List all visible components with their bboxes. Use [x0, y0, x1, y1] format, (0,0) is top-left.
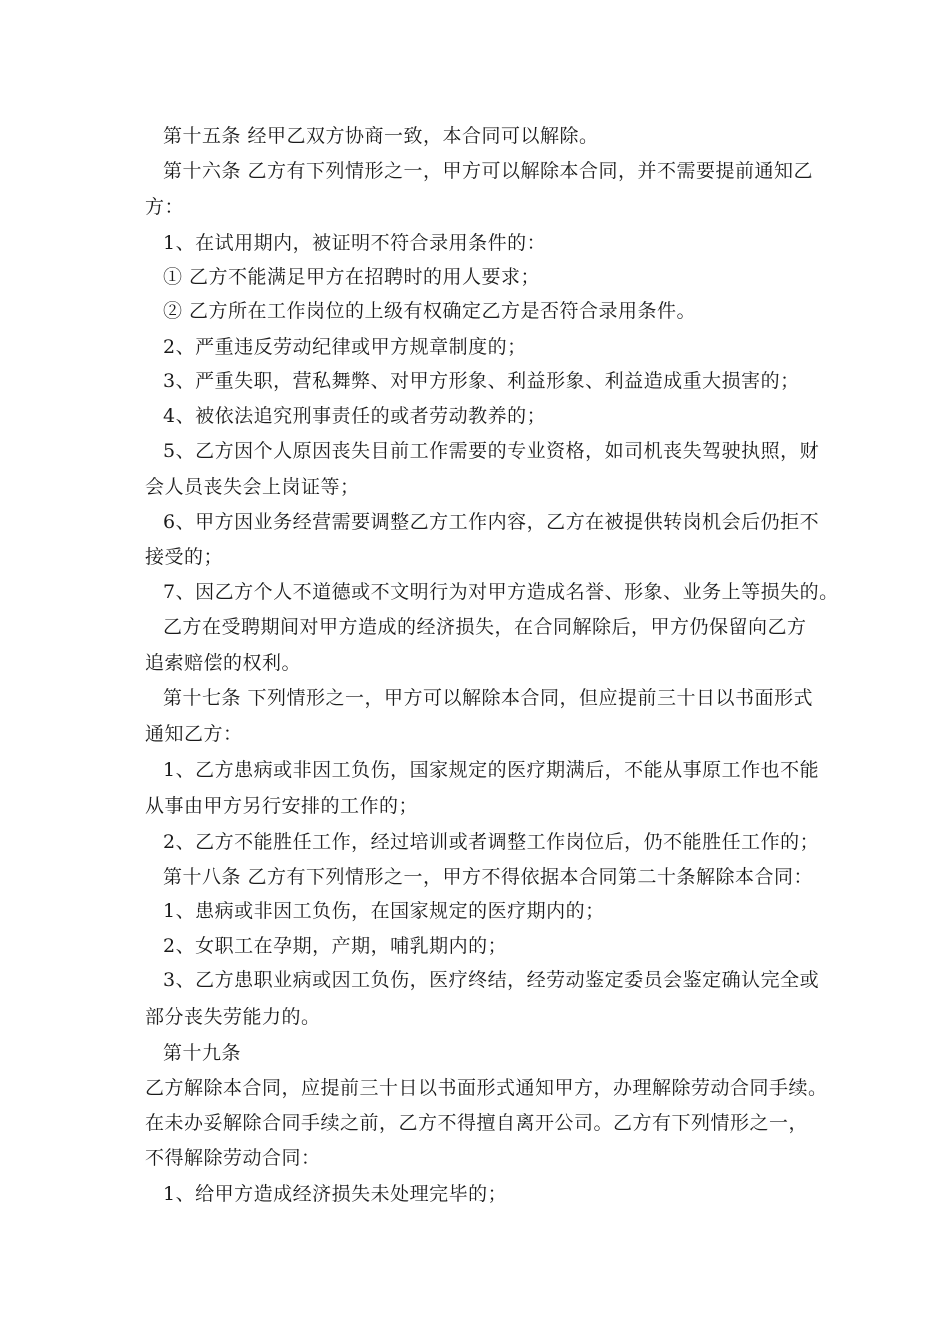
text-line-12: 6、甲方因业务经营需要调整乙方工作内容，乙方在被提供转岗机会后仍拒不	[163, 511, 820, 533]
text-line-05: ① 乙方不能满足甲方在招聘时的用人要求；	[163, 266, 541, 288]
text-line-28: 乙方解除本合同，应提前三十日以书面形式通知甲方，办理解除劳动合同手续。	[145, 1077, 828, 1099]
text-line-06: ② 乙方所在工作岗位的上级有权确定乙方是否符合录用条件。	[163, 300, 697, 322]
text-line-20: 从事由甲方另行安排的工作的；	[145, 795, 419, 817]
text-line-19: 1、乙方患病或非因工负伤，国家规定的医疗期满后，不能从事原工作也不能	[163, 759, 820, 781]
text-line-13: 接受的；	[145, 546, 224, 568]
text-line-22: 第十八条 乙方有下列情形之一，甲方不得依据本合同第二十条解除本合同：	[163, 866, 814, 888]
text-line-29: 在未办妥解除合同手续之前，乙方不得擅自离开公司。乙方有下列情形之一，	[145, 1112, 809, 1134]
text-line-02: 第十六条 乙方有下列情形之一，甲方可以解除本合同，并不需要提前通知乙	[163, 160, 814, 182]
text-line-11: 会人员丧失会上岗证等；	[145, 476, 360, 498]
text-line-24: 2、女职工在孕期，产期，哺乳期内的；	[163, 935, 508, 957]
text-line-18: 通知乙方：	[145, 723, 243, 745]
text-line-07: 2、严重违反劳动纪律或甲方规章制度的；	[163, 336, 527, 358]
text-line-09: 4、被依法追究刑事责任的或者劳动教养的；	[163, 405, 547, 427]
text-line-04: 1、在试用期内，被证明不符合录用条件的：	[163, 232, 547, 254]
text-line-30: 不得解除劳动合同：	[145, 1147, 321, 1169]
text-line-17: 第十七条 下列情形之一，甲方可以解除本合同，但应提前三十日以书面形式	[163, 687, 814, 709]
text-line-08: 3、严重失职，营私舞弊、对甲方形象、利益形象、利益造成重大损害的；	[163, 370, 800, 392]
text-line-01: 第十五条 经甲乙双方协商一致，本合同可以解除。	[163, 125, 599, 147]
text-line-25: 3、乙方患职业病或因工负伤，医疗终结，经劳动鉴定委员会鉴定确认完全或	[163, 969, 820, 991]
text-line-21: 2、乙方不能胜任工作，经过培训或者调整工作岗位后，仍不能胜任工作的；	[163, 831, 820, 853]
text-line-31: 1、给甲方造成经济损失未处理完毕的；	[163, 1183, 508, 1205]
text-line-10: 5、乙方因个人原因丧失目前工作需要的专业资格，如司机丧失驾驶执照，财	[163, 440, 820, 462]
text-line-15: 乙方在受聘期间对甲方造成的经济损失，在合同解除后，甲方仍保留向乙方	[163, 616, 807, 638]
text-line-23: 1、患病或非因工负伤，在国家规定的医疗期内的；	[163, 900, 605, 922]
text-line-16: 追索赔偿的权利。	[145, 652, 302, 674]
text-line-14: 7、因乙方个人不道德或不文明行为对甲方造成名誉、形象、业务上等损失的。	[163, 581, 839, 603]
text-line-03: 方：	[145, 196, 185, 218]
text-line-27: 第十九条	[163, 1042, 242, 1064]
text-line-26: 部分丧失劳能力的。	[145, 1006, 321, 1028]
